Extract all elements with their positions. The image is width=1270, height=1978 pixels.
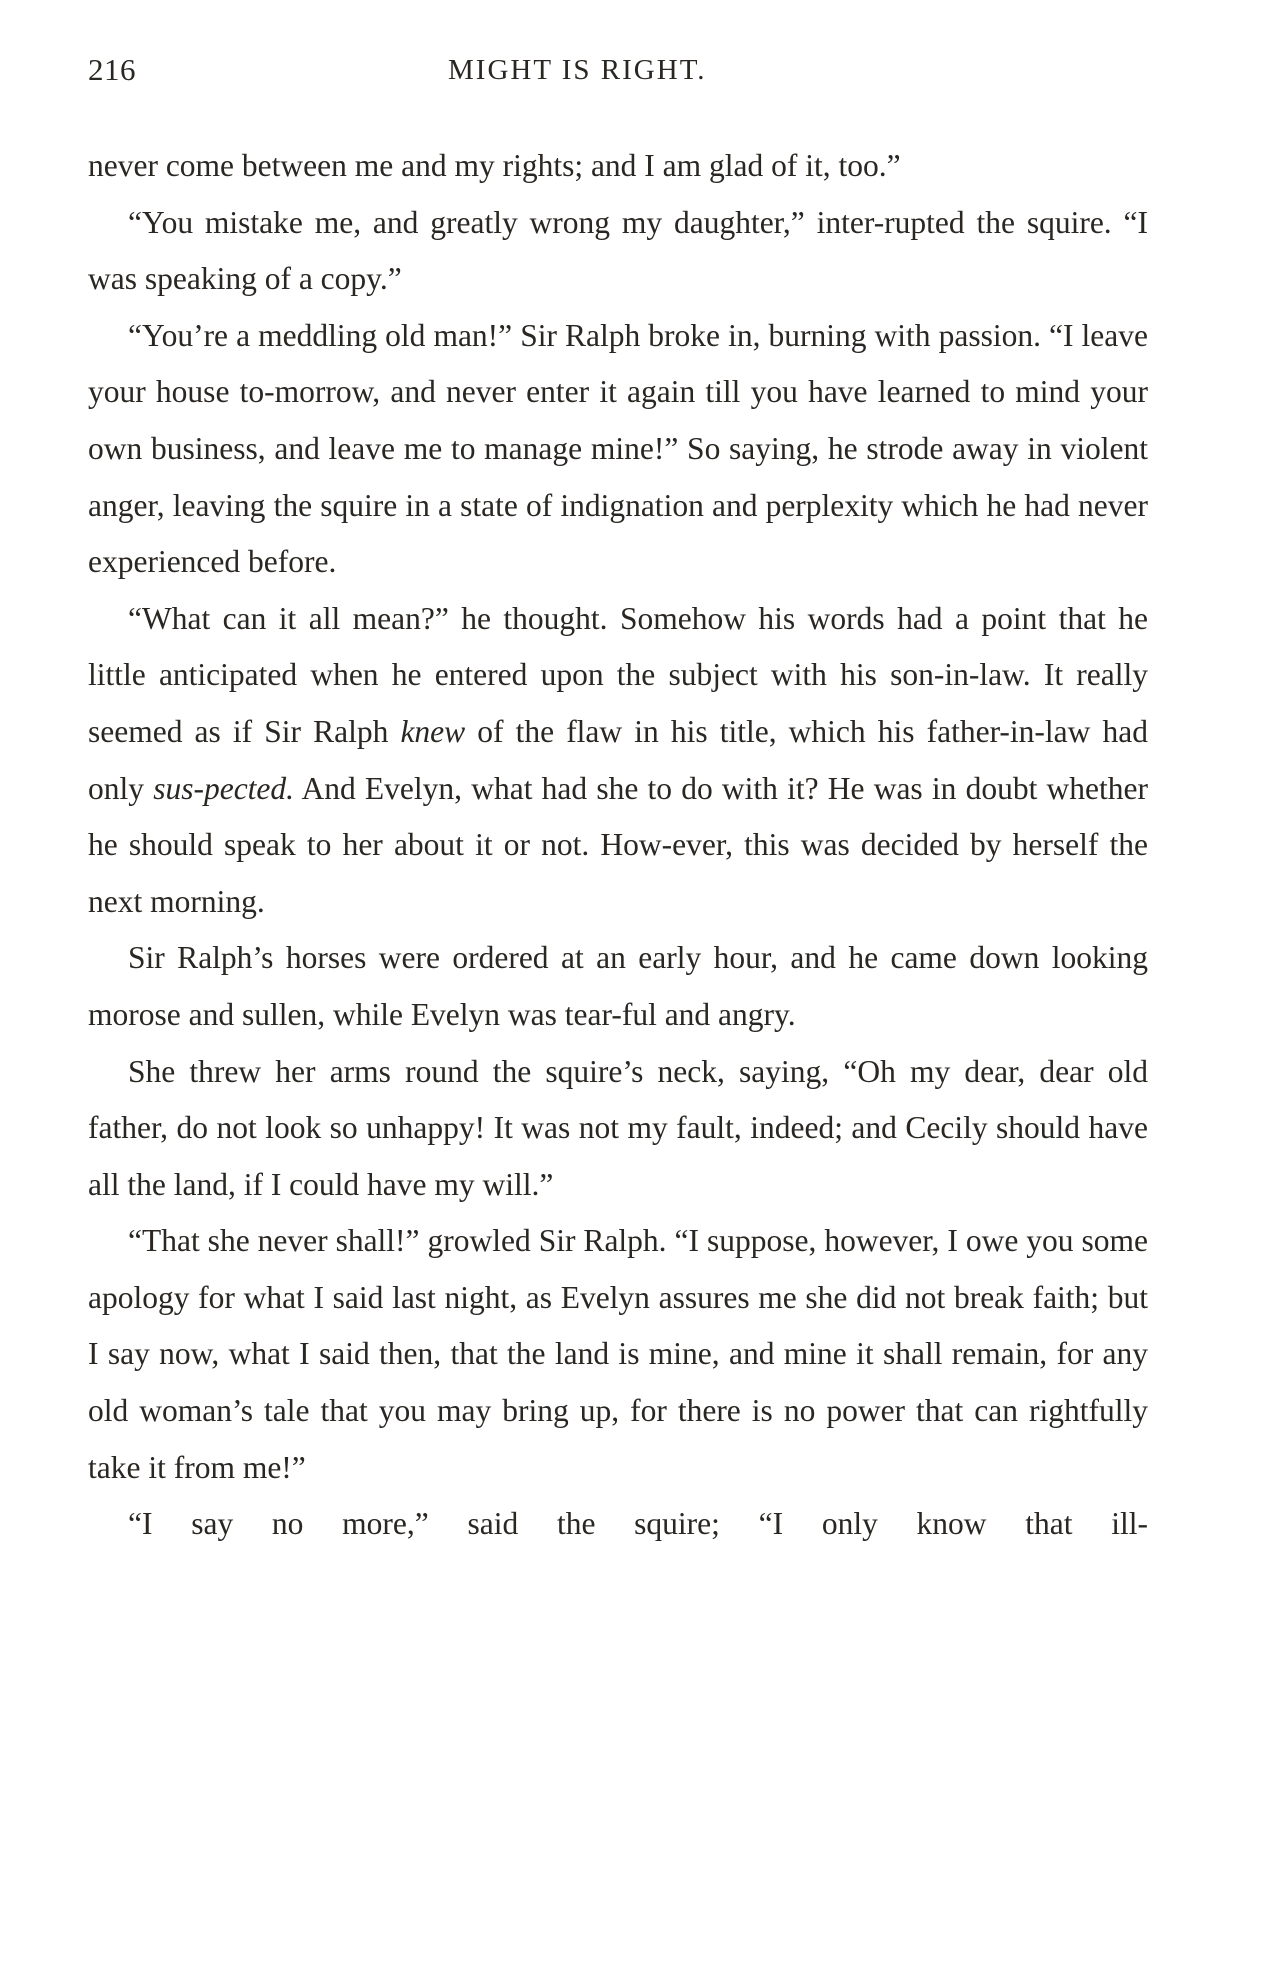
- text-run: of the flaw in his title, which his father-in-law had only: [88, 713, 1148, 806]
- paragraph: [88, 591, 1148, 931]
- paragraph: “I say no more,” said the squire; “I only know that ill-: [128, 1506, 1148, 1542]
- paragraph: “That she never shall!” growled Sir Ralph. “I suppose, however, I owe you some apology for what I said last night, as Evelyn assures me she did not break faith; but I say now, what I said then, that the land is mine, and mine it shall remain, for any old woman’s tale that you may bring up, for there is no power that can rightfully take it from me!”: [88, 1223, 1148, 1485]
- paragraph: never come between me and my rights; and I am glad of it, too.”: [88, 148, 901, 183]
- italic-word: knew: [400, 713, 466, 749]
- page-number: 216: [88, 52, 136, 87]
- book-page: [88, 52, 1148, 1553]
- paragraph: She threw her arms round the squire’s neck, saying, “Oh my dear, dear old father, do not look so unhappy! It was not my fault, indeed; and Cecily should have all the land, if I could have my will.”: [88, 1053, 1148, 1202]
- paragraph: “You mistake me, and greatly wrong my daughter,” inter-rupted the squire. “I was speaking of a copy.”: [88, 204, 1148, 297]
- paragraph: “You’re a meddling old man!” Sir Ralph broke in, burning with passion. “I leave your house to-morrow, and never enter it again till you have learned to mind your own business, and leave me to manage mine!” So saying, he strode away in violent anger, leaving the squire in a state of indignation and perplexity which he had never experienced before.: [88, 317, 1148, 580]
- running-head: [88, 52, 1148, 108]
- paragraph: Sir Ralph’s horses were ordered at an early hour, and he came down looking morose and sullen, while Evelyn was tear-ful and angry.: [88, 940, 1148, 1032]
- body-text: [88, 138, 1148, 1553]
- text-run: “What can it all mean?” he thought. Somehow his words had a point that he little anticipated when he entered upon the subject with his son-in-law. It really seemed as if Sir Ralph: [88, 600, 1148, 749]
- text-run: And Evelyn, what had she to do with it? He was in doubt whether he should speak to her about it or not. How-ever, this was decided by herself the next morning.: [88, 770, 1148, 919]
- running-title: MIGHT IS RIGHT.: [448, 54, 707, 86]
- italic-word: sus-pected.: [153, 770, 295, 806]
